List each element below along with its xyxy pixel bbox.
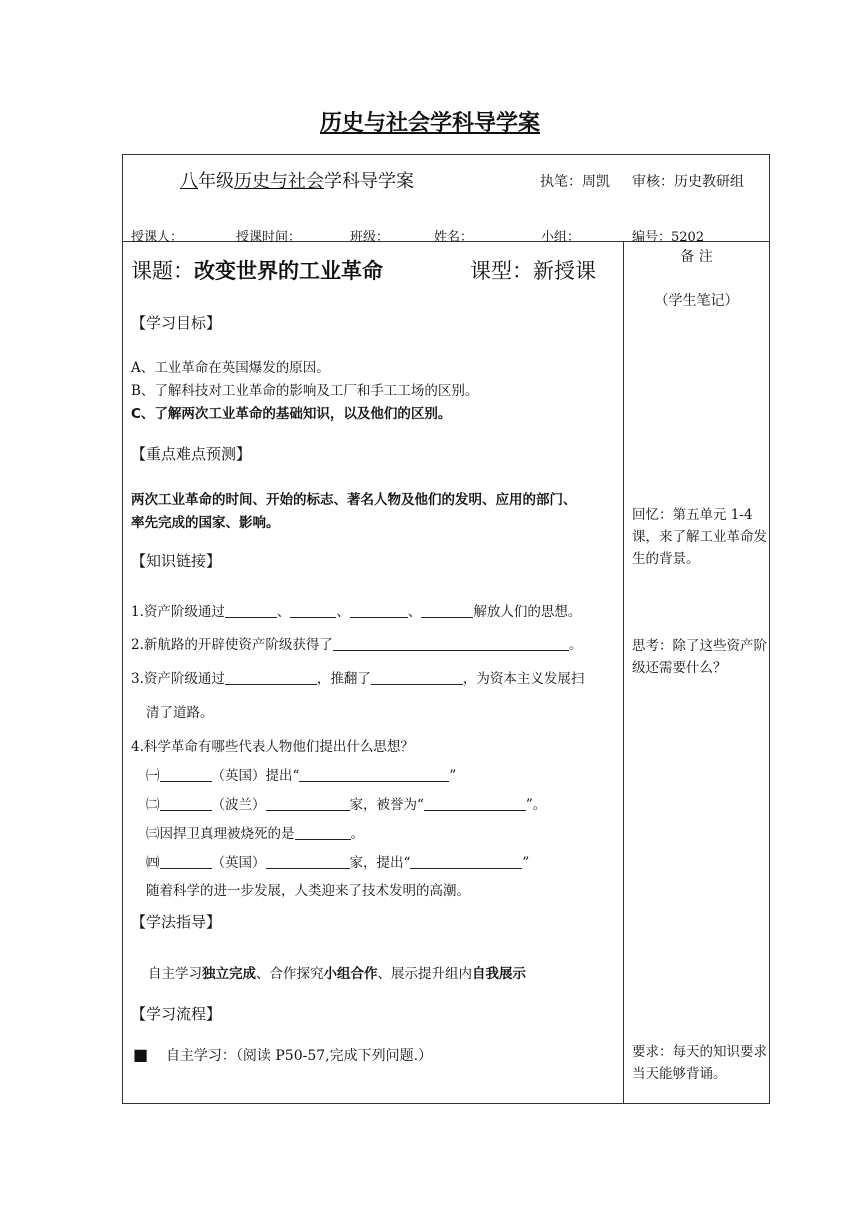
notes-title: 备 注 <box>680 249 713 265</box>
keypoints-line2: 率先完成的国家、影响。 <box>131 515 280 531</box>
course-type: 课型：新授课 <box>470 259 596 283</box>
blank[interactable] <box>266 854 350 869</box>
note-think: 思考：除了这些资产阶级还需要什么？ <box>632 638 767 676</box>
goal-c: C、了解两次工业革命的基础知识，以及他们的区别。 <box>131 406 452 422</box>
sub-question-1: ㈠ （英国）提出“ ” <box>146 768 457 784</box>
author: 执笔：周凯 <box>540 174 610 190</box>
notes-column-divider <box>623 241 624 1104</box>
blank[interactable] <box>410 854 522 869</box>
bullet-square-icon: ■ <box>133 1045 149 1064</box>
field-group: 小组： <box>541 230 581 245</box>
notes-subtitle: （学生笔记） <box>654 293 739 309</box>
question-4: 4.科学革命有哪些代表人物他们提出什么思想？ <box>131 739 414 755</box>
note-recall: 回忆：第五单元 1-4课，来了解工业革命发生的背景。 <box>632 507 767 567</box>
blank[interactable] <box>371 670 463 685</box>
sub-question-2: ㈡ （波兰） 家，被誉为“ ”。 <box>146 797 547 813</box>
blank[interactable] <box>266 796 350 811</box>
method-text: 自主学习独立完成、合作探究小组合作、展示提升组内自我展示 <box>148 966 526 982</box>
header-title: 八年级历史与社会学科导学案 <box>180 171 414 192</box>
page-title: 历史与社会学科导学案 <box>319 111 540 136</box>
question-2: 2.新航路的开辟使资产阶级获得了 。 <box>131 637 583 653</box>
blank[interactable] <box>160 767 212 782</box>
sub-question-4: ㈣ （英国） 家，提出“ ” <box>146 855 530 871</box>
field-name: 姓名： <box>434 230 474 245</box>
keypoints-heading: 【重点难点预测】 <box>131 445 252 463</box>
blank[interactable] <box>299 767 449 782</box>
question-1: 1.资产阶级通过 、 、 、 解放人们的思想。 <box>131 604 582 620</box>
blank[interactable] <box>333 636 569 651</box>
blank[interactable] <box>160 854 212 869</box>
field-time: 授课时间： <box>236 230 302 245</box>
course-topic: 课题：改变世界的工业革命 <box>131 259 383 283</box>
blank[interactable] <box>350 603 408 618</box>
keypoints-line1: 两次工业革命的时间、开始的标志、著名人物及他们的发明、应用的部门、 <box>131 492 577 508</box>
goals-heading: 【学习目标】 <box>131 314 222 332</box>
blank[interactable] <box>295 825 351 840</box>
field-class: 班级： <box>350 230 390 245</box>
process-heading: 【学习流程】 <box>131 1005 222 1023</box>
field-teacher: 授课人： <box>131 230 184 245</box>
goal-b: B、了解科技对工业革命的影响及工厂和手工工场的区别。 <box>131 383 479 399</box>
blank[interactable] <box>160 796 212 811</box>
question-3-cont: 清了道路。 <box>146 705 214 721</box>
sub-question-3: ㈢因捍卫真理被烧死的是 。 <box>146 826 364 842</box>
knowledge-closing: 随着科学的进一步发展，人类迎来了技术发明的高潮。 <box>146 883 470 899</box>
reviewer: 审核：历史教研组 <box>632 174 744 190</box>
note-require: 要求：每天的知识要求当天能够背诵。 <box>632 1044 767 1082</box>
question-3: 3.资产阶级通过 ，推翻了 ，为资本主义发展扫 <box>131 671 585 687</box>
blank[interactable] <box>225 670 317 685</box>
process-line: ■ 自主学习：（阅读 P50-57,完成下列问题.） <box>133 1045 433 1064</box>
blank[interactable] <box>225 603 277 618</box>
blank[interactable] <box>290 603 336 618</box>
blank[interactable] <box>421 603 473 618</box>
field-number: 编号：5202 <box>632 230 705 245</box>
knowledge-heading: 【知识链接】 <box>131 552 222 570</box>
goal-a: A、工业革命在英国爆发的原因。 <box>131 360 330 376</box>
method-heading: 【学法指导】 <box>131 913 222 931</box>
blank[interactable] <box>424 796 526 811</box>
